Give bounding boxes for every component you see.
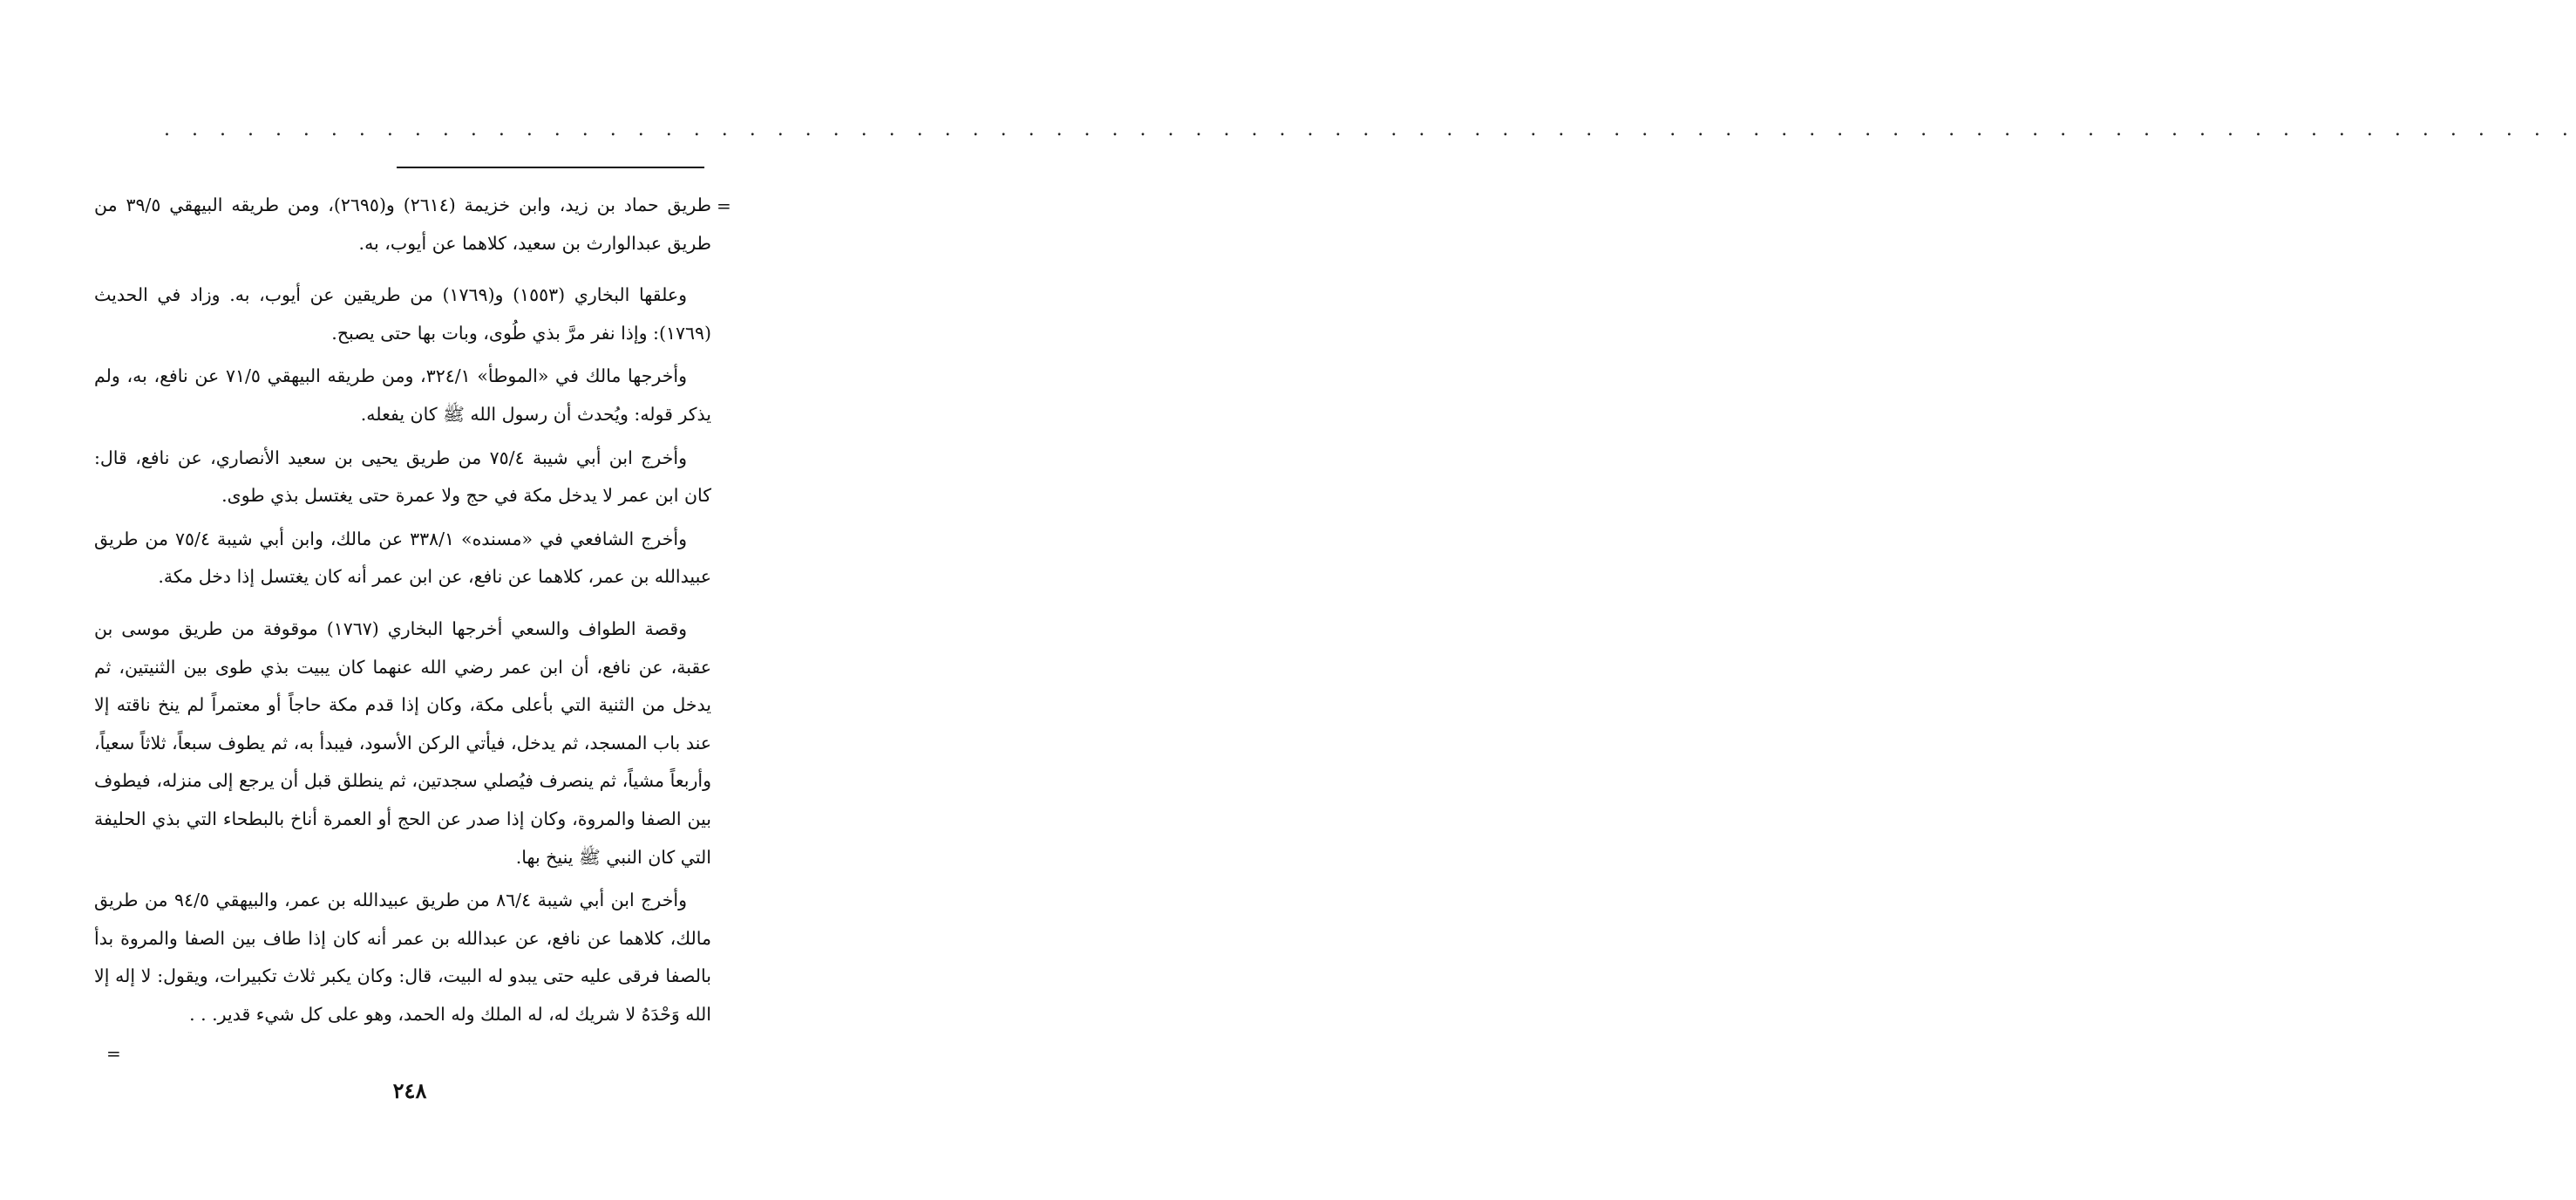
page-number: ٢٤٨ bbox=[392, 1078, 427, 1103]
continuation-mark-start: = bbox=[717, 195, 731, 216]
paragraph-5: وأخرج الشافعي في «مسنده» ٣٣٨/١ عن مالك، وابن أبي شيبة ٧٥/٤ من طريق عبيدالله بن عمر، كلاهما عن نافع، عن ابن عمر أنه كان يغتسل إذا دخل مكة. bbox=[94, 528, 711, 588]
paragraph-2: وعلقها البخاري (١٥٥٣) و(١٧٦٩) من طريقين عن أيوب، به. وزاد في الحديث (١٧٦٩): وإذا نفر مرَّ بذي طُوى، وبات بها حتى يصبح. bbox=[94, 284, 711, 344]
continuation-mark-end: = bbox=[106, 1043, 121, 1064]
paragraph-1: طريق حماد بن زيد، وابن خزيمة (٢٦١٤) و(٢٦٩٥)، ومن طريقه البيهقي ٣٩/٥ من طريق عبدالوارث بن سعيد، كلاهما عن أيوب، به. bbox=[94, 194, 711, 254]
paragraph-7: وأخرج ابن أبي شيبة ٨٦/٤ من طريق عبيدالله بن عمر، والبيهقي ٩٤/٥ من طريق مالك، كلاهما عن نافع، عن عبدالله بن عمر أنه كان إذا طاف بين الصفا والمروة بدأ بالصفا فرقى عليه حتى يبدو له البيت، قال: وكان يكبر ثلاث تكبيرات، ويقول: لا إله إلا الله وَحْدَهُ لا شريك له، له الملك وله الحمد، وهو على كل شيء قدير. . . bbox=[94, 890, 711, 1025]
footnote-text bbox=[94, 187, 711, 1033]
dotted-separator: . . . . . . . . . . . . . . . . . . . . . . . . . . . . . . . . . . . . . . . . . . . . . . . . . . . . . . . . . . . . . . . . . . . . . . . . . . . . . . . . . . . . . . . bbox=[164, 119, 2576, 140]
paragraph-4: وأخرج ابن أبي شيبة ٧٥/٤ من طريق يحيى بن سعيد الأنصاري، عن نافع، قال: كان ابن عمر لا يدخل مكة في حج ولا عمرة حتى يغتسل بذي طوى. bbox=[94, 447, 711, 507]
paragraph-3: وأخرجها مالك في «الموطأ» ٣٢٤/١، ومن طريقه البيهقي ٧١/٥ عن نافع، به، ولم يذكر قوله: ويُحدث أن رسول الله ﷺ كان يفعله. bbox=[94, 365, 711, 425]
paragraph-6: وقصة الطواف والسعي أخرجها البخاري (١٧٦٧) موقوفة من طريق موسى بن عقبة، عن نافع، أن ابن عمر رضي الله عنهما كان يبيت بذي طوى بين الثنيتين، ثم يدخل من الثنية التي بأعلى مكة، وكان إذا قدم مكة حاجاً أو معتمراً لم ينخ ناقته إلا عند باب المسجد، ثم يدخل، فيأتي الركن الأسود، فيبدأ به، ثم يطوف سبعاً، ثلاثاً سعياً، وأربعاً مشياً، ثم ينصرف فيُصلي سجدتين، ثم ينطلق قبل أن يرجع إلى منزله، فيطوف بين الصفا والمروة، وكان إذا صدر عن الحج أو العمرة أناخ بالبطحاء التي بذي الحليفة التي كان النبي ﷺ ينيخ بها. bbox=[94, 617, 711, 868]
footnote-rule bbox=[397, 167, 704, 168]
